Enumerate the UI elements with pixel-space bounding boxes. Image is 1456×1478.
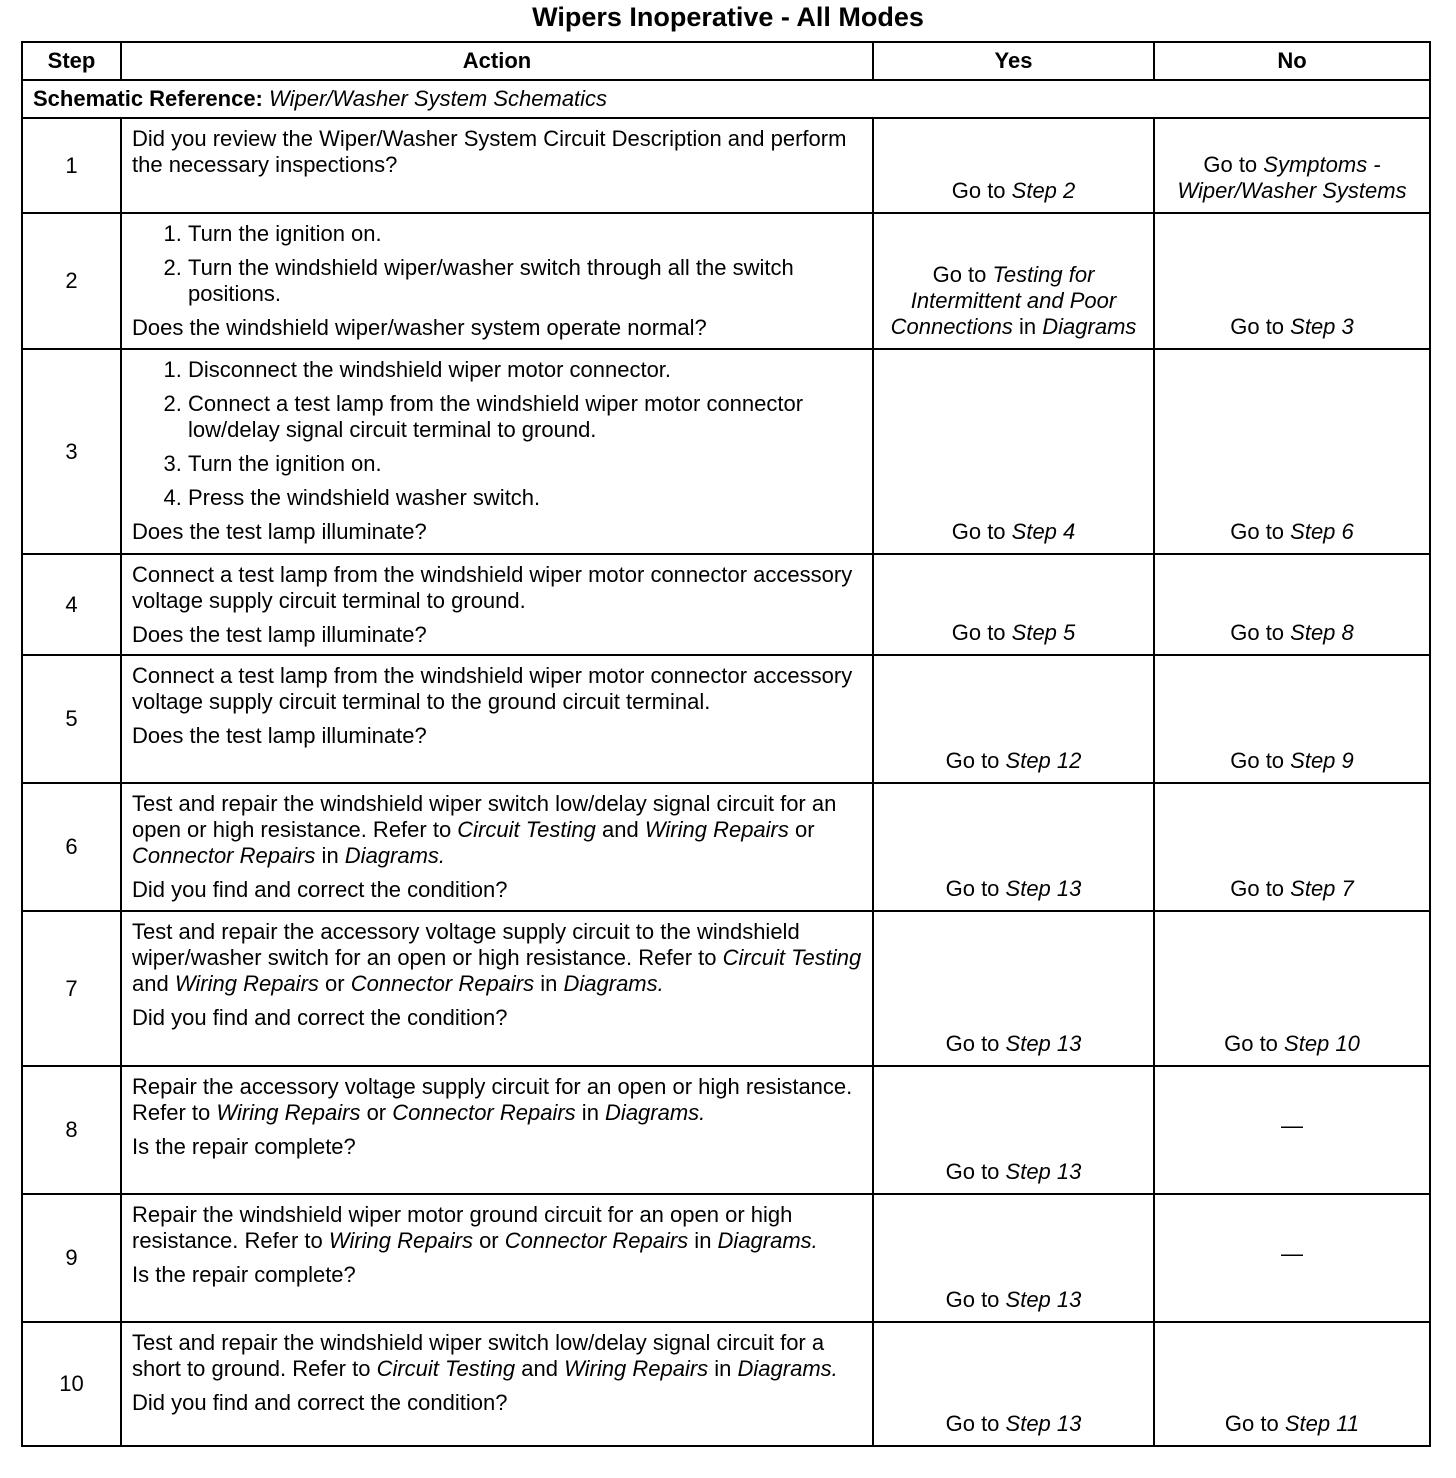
yes-cell[interactable]: Go to Step 4 xyxy=(873,349,1154,554)
action-cell: Repair the accessory voltage supply circuit for an open or high resistance. Refer to Wiring Repairs or Connector Repairs in Diagrams. Is the repair complete? xyxy=(121,1066,873,1194)
table-row xyxy=(22,1322,1430,1446)
yes-cell[interactable]: Go to Testing for Intermittent and Poor Connections in Diagrams xyxy=(873,213,1154,349)
header-row xyxy=(22,42,1430,80)
action-cell: Test and repair the accessory voltage supply circuit to the windshield wiper/washer switch for an open or high resistance. Refer to Circuit Testing and Wiring Repairs or Connector Repairs in Diagrams. Did you find and correct the condition? xyxy=(121,911,873,1066)
step-number: 5 xyxy=(22,655,121,783)
table-row xyxy=(22,655,1430,783)
table-row xyxy=(22,911,1430,1066)
action-cell: 1. Disconnect the windshield wiper motor connector. 2. Connect a test lamp from the windshield wiper motor connector low/delay signal circuit terminal to ground. 3. Turn the ignition on. 4. Press the windshield washer switch. Does the test lamp illuminate? xyxy=(121,349,873,554)
yes-cell[interactable]: Go to Step 2 xyxy=(873,118,1154,213)
yes-cell[interactable]: Go to Step 13 xyxy=(873,1322,1154,1446)
step-number: 9 xyxy=(22,1194,121,1322)
schematic-reference-label: Schematic Reference: xyxy=(33,86,263,111)
action-cell: Connect a test lamp from the windshield wiper motor connector accessory voltage supply circuit terminal to ground. Does the test lamp illuminate? xyxy=(121,554,873,655)
no-cell[interactable]: Go to Step 9 xyxy=(1154,655,1430,783)
table-row xyxy=(22,554,1430,655)
yes-cell[interactable]: Go to Step 12 xyxy=(873,655,1154,783)
no-cell: — xyxy=(1154,1194,1430,1322)
action-cell: Test and repair the windshield wiper switch low/delay signal circuit for an open or high resistance. Refer to Circuit Testing and Wiring Repairs or Connector Repairs in Diagrams. Did you find and correct the condition? xyxy=(121,783,873,911)
table-row xyxy=(22,783,1430,911)
no-cell[interactable]: Go to Step 10 xyxy=(1154,911,1430,1066)
action-cell: 1. Turn the ignition on. 2. Turn the windshield wiper/washer switch through all the switch positions. Does the windshield wiper/washer system operate normal? xyxy=(121,213,873,349)
header-yes: Yes xyxy=(873,42,1154,80)
step-number: 4 xyxy=(22,554,121,655)
header-step: Step xyxy=(22,42,121,80)
no-cell[interactable]: Go to Step 6 xyxy=(1154,349,1430,554)
no-cell[interactable]: Go to Step 8 xyxy=(1154,554,1430,655)
diagnostic-table xyxy=(21,41,1431,1447)
schematic-reference-row xyxy=(22,80,1430,118)
yes-cell[interactable]: Go to Step 13 xyxy=(873,911,1154,1066)
table-row xyxy=(22,1194,1430,1322)
action-cell: Test and repair the windshield wiper switch low/delay signal circuit for a short to ground. Refer to Circuit Testing and Wiring Repairs in Diagrams. Did you find and correct the condition? xyxy=(121,1322,873,1446)
table-row xyxy=(22,213,1430,349)
action-cell: Did you review the Wiper/Washer System Circuit Description and perform the necessary inspections? xyxy=(121,118,873,213)
step-number: 2 xyxy=(22,213,121,349)
no-cell[interactable]: Go to Symptoms - Wiper/Washer Systems xyxy=(1154,118,1430,213)
yes-cell[interactable]: Go to Step 5 xyxy=(873,554,1154,655)
no-cell[interactable]: Go to Step 11 xyxy=(1154,1322,1430,1446)
yes-cell[interactable]: Go to Step 13 xyxy=(873,1066,1154,1194)
schematic-reference-link[interactable]: Wiper/Washer System Schematics xyxy=(269,86,608,111)
step-number: 8 xyxy=(22,1066,121,1194)
step-number: 6 xyxy=(22,783,121,911)
step-number: 10 xyxy=(22,1322,121,1446)
no-cell: — xyxy=(1154,1066,1430,1194)
no-cell[interactable]: Go to Step 3 xyxy=(1154,213,1430,349)
schematic-reference xyxy=(22,80,1430,118)
action-cell: Connect a test lamp from the windshield wiper motor connector accessory voltage supply circuit terminal to the ground circuit terminal. Does the test lamp illuminate? xyxy=(121,655,873,783)
no-cell[interactable]: Go to Step 7 xyxy=(1154,783,1430,911)
page-title: Wipers Inoperative - All Modes xyxy=(532,2,924,32)
action-cell: Repair the windshield wiper motor ground circuit for an open or high resistance. Refer to Wiring Repairs or Connector Repairs in Diagrams. Is the repair complete? xyxy=(121,1194,873,1322)
step-number: 1 xyxy=(22,118,121,213)
table-row xyxy=(22,118,1430,213)
step-number: 7 xyxy=(22,911,121,1066)
table-row xyxy=(22,349,1430,554)
header-action: Action xyxy=(121,42,873,80)
yes-cell[interactable]: Go to Step 13 xyxy=(873,783,1154,911)
table-row xyxy=(22,1066,1430,1194)
yes-cell[interactable]: Go to Step 13 xyxy=(873,1194,1154,1322)
header-no: No xyxy=(1154,42,1430,80)
step-number: 3 xyxy=(22,349,121,554)
